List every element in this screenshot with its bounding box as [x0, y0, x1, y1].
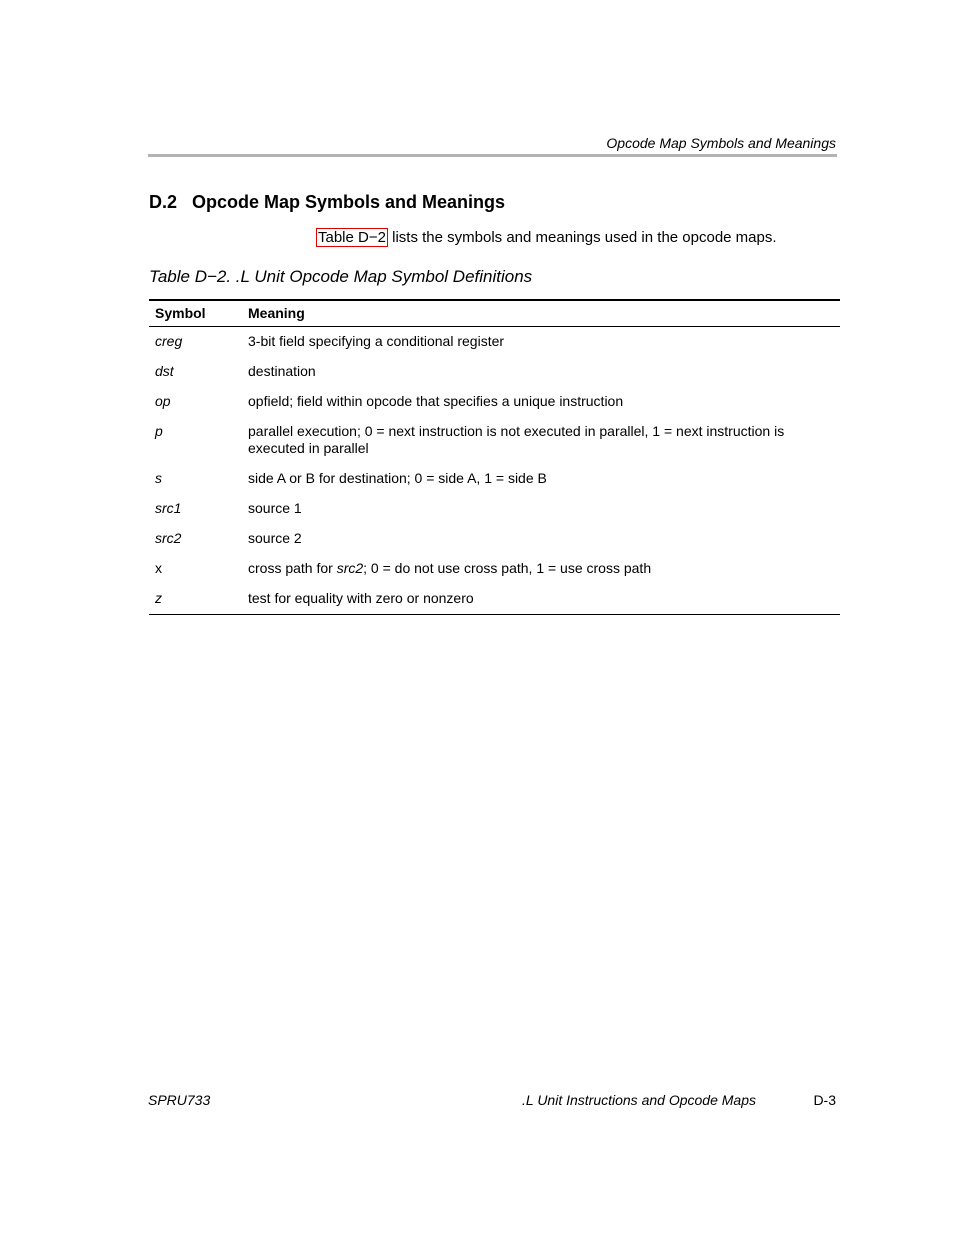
section-title: Opcode Map Symbols and Meanings: [192, 192, 506, 212]
meaning-text: ; 0 = do not use cross path, 1 = use cross path: [363, 560, 652, 576]
meaning-emphasis: src2: [336, 560, 364, 576]
table-header-row: [149, 300, 840, 327]
table-row: [149, 494, 840, 524]
table-row: [149, 554, 840, 584]
table-row: [149, 327, 840, 358]
section-heading: [149, 192, 505, 213]
meaning-cell: side A or B for destination; 0 = side A, 1 = side B: [248, 470, 547, 486]
meaning-cell: destination: [248, 363, 316, 379]
meaning-cell: parallel execution; 0 = next instruction is not executed in parallel, 1 = next instruction is executed in parallel: [248, 423, 785, 456]
footer-chapter-title: .L Unit Instructions and Opcode Maps: [522, 1092, 756, 1108]
meaning-cell: opfield; field within opcode that specifies a unique instruction: [248, 393, 624, 409]
meaning-cell: 3-bit field specifying a conditional register: [248, 333, 505, 349]
meaning-text: cross path for: [248, 560, 337, 576]
header-rule: [148, 154, 837, 157]
symbol-cell: x: [155, 560, 162, 576]
table-row: [149, 464, 840, 494]
header-meaning: Meaning: [248, 300, 840, 327]
symbol-cell: dst: [155, 363, 174, 379]
intro-text: lists the symbols and meanings used in the opcode maps.: [387, 229, 777, 246]
symbol-cell: src2: [155, 530, 182, 546]
meaning-cell: source 1: [248, 500, 302, 516]
table-caption: Table D−2. .L Unit Opcode Map Symbol Definitions: [149, 267, 533, 286]
footer-page-number: D-3: [813, 1092, 836, 1108]
header-symbol: Symbol: [149, 300, 248, 327]
symbol-definitions-table: [149, 299, 840, 615]
table-row: [149, 387, 840, 417]
table-row: [149, 584, 840, 615]
intro-paragraph: [316, 229, 777, 246]
table-row: [149, 357, 840, 387]
table-row: [149, 417, 840, 464]
symbol-cell: p: [155, 423, 163, 439]
symbol-cell: op: [155, 393, 171, 409]
meaning-cell: source 2: [248, 530, 302, 546]
symbol-cell: src1: [155, 500, 182, 516]
table-row: [149, 524, 840, 554]
meaning-cell: [248, 554, 840, 584]
section-number: D.2: [149, 192, 178, 212]
symbol-cell: creg: [155, 333, 183, 349]
footer-document-id: SPRU733: [148, 1092, 211, 1108]
table-cross-reference-link[interactable]: Table D−2: [318, 229, 386, 246]
running-header: Opcode Map Symbols and Meanings: [606, 135, 836, 151]
symbol-cell: z: [149, 584, 248, 615]
meaning-cell: test for equality with zero or nonzero: [248, 584, 840, 615]
symbol-cell: s: [155, 470, 162, 486]
